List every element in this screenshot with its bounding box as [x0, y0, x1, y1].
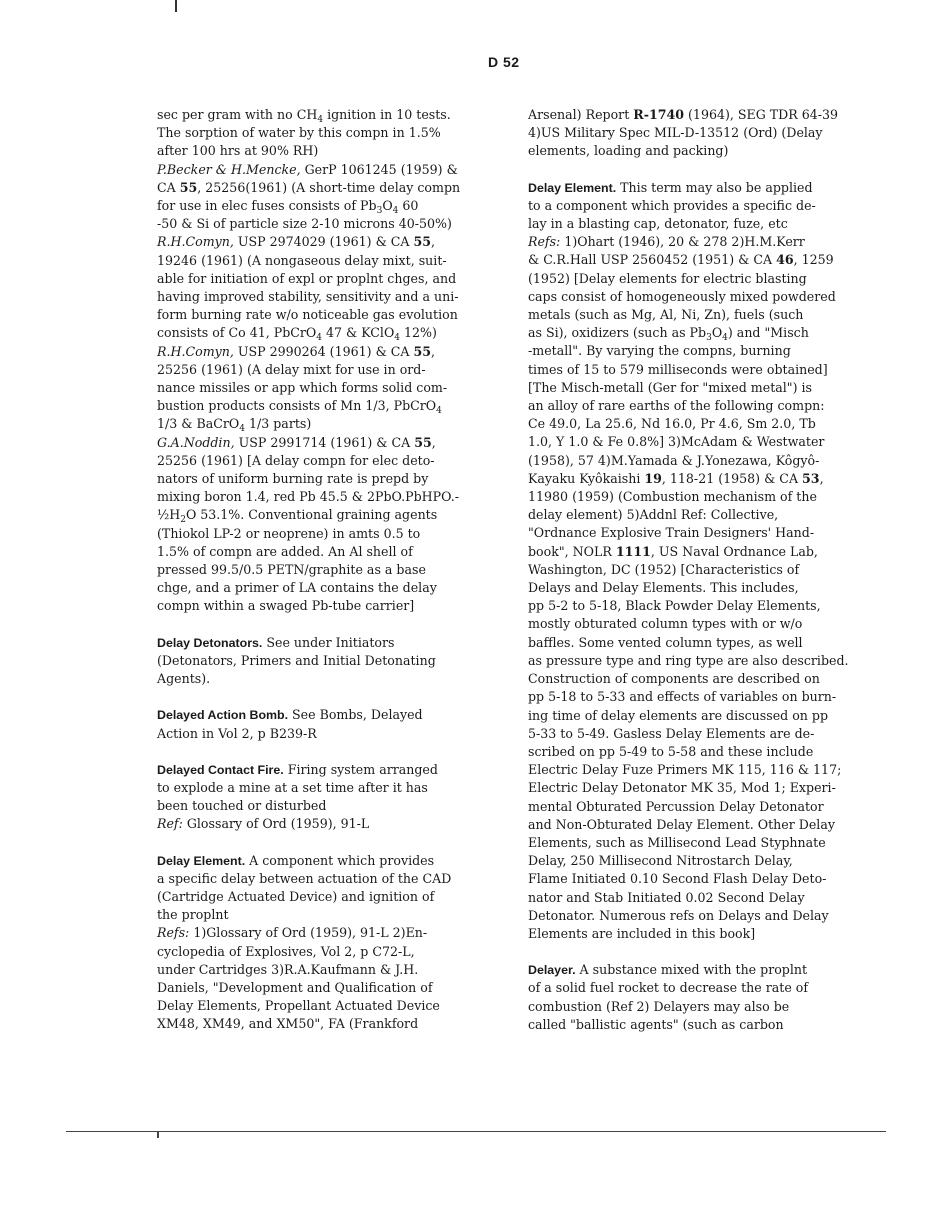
text-line: chge, and a primer of LA contains the delay: [157, 580, 437, 596]
text-line: the proplnt: [157, 907, 229, 923]
text-line: (Cartridge Actuated Device) and ignition of: [157, 888, 435, 904]
text-line: [The Misch-metall (Ger for "mixed metal") is: [528, 379, 812, 395]
text-line: Kayaku Kyôkaishi 19, 118-21 (1958) & CA 53,: [528, 470, 824, 486]
entry-delayer: [528, 961, 868, 1034]
text-line: and Non-Obturated Delay Element. Other Delay: [528, 816, 835, 832]
text-line: able for initiation of expl or proplnt chges, and: [157, 270, 457, 286]
text-line: Delayer. A substance mixed with the proplnt: [528, 962, 808, 978]
text-line: pp 5-18 to 5-33 and effects of variables on burn-: [528, 689, 837, 705]
text-line: ing time of delay elements are discussed on pp: [528, 707, 829, 723]
text-line: Agents).: [157, 671, 211, 687]
entry-delayed-action-bomb: [157, 706, 487, 742]
text-line: called "ballistic agents" (such as carbon: [528, 1016, 784, 1032]
text-line: Action in Vol 2, p B239-R: [157, 725, 317, 741]
text-line: -50 & Si of particle size 2-10 microns 40-50%): [157, 216, 452, 232]
text-line: as Si), oxidizers (such as $Pb_3O_4$) and "Misch: [528, 325, 809, 344]
entry-cont-right: [528, 106, 868, 161]
text-line: caps consist of homogeneously mixed powdered: [528, 288, 836, 304]
entry-delay-element-1: [157, 852, 487, 1034]
text-line: cyclopedia of Explosives, Vol 2, p C72-L,: [157, 943, 415, 959]
text-line: mental Obturated Percussion Delay Detonator: [528, 798, 824, 814]
text-line: 25256 (1961) (A delay mixt for use in ord-: [157, 361, 426, 377]
text-line: nator and Stab Initiated 0.02 Second Delay: [528, 889, 805, 905]
text-line: pp 5-2 to 5-18, Black Powder Delay Elements,: [528, 598, 821, 614]
text-line: Ce 49.0, La 25.6, Nd 16.0, Pr 4.6, Sm 2.0, Tb: [528, 416, 816, 432]
text-line: Washington, DC (1952) [Characteristics of: [528, 561, 800, 577]
text-line: Detonator. Numerous refs on Delays and Delay: [528, 907, 829, 923]
text-line: Elements, such as Millisecond Lead Styphnate: [528, 834, 826, 850]
text-line: consists of Co 41, PbCrO$_4$ 47 & KClO$_4$ 12%): [157, 325, 437, 344]
text-line: under Cartridges 3)R.A.Kaufmann & J.H.: [157, 961, 419, 977]
text-line: Delay Detonators. See under Initiators: [157, 634, 395, 650]
text-line: Delays and Delay Elements. This includes,: [528, 580, 799, 596]
footer-rule: [66, 1131, 886, 1132]
entry-cont: [157, 106, 487, 616]
text-line: sec per gram with no $CH_4$ ignition in 10 tests.: [157, 107, 451, 125]
text-line: nance missiles or app which forms solid com-: [157, 380, 448, 396]
text-line: Refs: 1)Ohart (1946), 20 & 278 2)H.M.Kerr: [528, 234, 805, 250]
text-line: Daniels, "Development and Qualification of: [157, 979, 433, 995]
text-line: times of 15 to 579 milliseconds were obtained]: [528, 361, 828, 377]
text-line: book", NOLR 1111, US Naval Ordnance Lab,: [528, 543, 818, 559]
text-line: Delayed Action Bomb. See Bombs, Delayed: [157, 707, 423, 723]
text-line: Delay, 250 Millisecond Nitrostarch Delay,: [528, 853, 793, 869]
text-line: baffles. Some vented column types, as well: [528, 634, 803, 650]
text-line: bustion products consists of Mn 1/3, PbCrO$_4$: [157, 398, 442, 417]
text-line: combustion (Ref 2) Delayers may also be: [528, 998, 790, 1014]
text-line: $\frac{1}{2}H_2O$ 53.1%. Conventional graining agents: [157, 507, 438, 526]
text-line: Refs: 1)Glossary of Ord (1959), 91-L 2)En-: [157, 925, 428, 941]
text-line: 1.0, Y 1.0 & Fe 0.8%] 3)McAdam & Westwater: [528, 434, 825, 450]
text-line: of a solid fuel rocket to decrease the rate of: [528, 980, 809, 996]
text-line: -metall". By varying the compns, burning: [528, 343, 791, 359]
text-line: compn within a swaged Pb-tube carrier]: [157, 598, 415, 614]
text-line: (1958), 57 4)M.Yamada & J.Yonezawa, Kôgyô-: [528, 452, 820, 468]
text-line: 19246 (1961) (A nongaseous delay mixt, suit-: [157, 252, 447, 268]
text-line: & C.R.Hall USP 2560452 (1951) & CA 46, 1259: [528, 252, 834, 268]
text-line: elements, loading and packing): [528, 143, 729, 159]
text-line: 4)US Military Spec MIL-D-13512 (Ord) (Delay: [528, 125, 823, 141]
text-line: G.A.Noddin, USP 2991714 (1961) & CA 55,: [157, 434, 436, 450]
text-line: form burning rate w/o noticeable gas evolution: [157, 307, 458, 323]
text-line: Elements are included in this book]: [528, 925, 756, 941]
text-line: for use in elec fuses consists of $Pb_3O_4$ 60: [157, 198, 419, 217]
text-line: mixing boron 1.4, red Pb 45.5 & 2PbO.PbHPO.-: [157, 489, 459, 505]
text-line: "Ordnance Explosive Train Designers' Hand-: [528, 525, 815, 541]
text-line: nators of uniform burning rate is prepd by: [157, 471, 429, 487]
page-number: D 52: [488, 54, 520, 70]
text-line: Electric Delay Fuze Primers MK 115, 116 & 117;: [528, 762, 842, 778]
text-line: to a component which provides a specific de-: [528, 197, 816, 213]
text-line: Delay Element. This term may also be applied: [528, 179, 813, 195]
footer-rule-tick: [157, 1131, 159, 1138]
text-line: 1/3 & BaCrO$_4$ 1/3 parts): [157, 416, 312, 435]
text-line: Ref: Glossary of Ord (1959), 91-L: [157, 816, 370, 832]
text-line: Flame Initiated 0.10 Second Flash Delay Deto-: [528, 871, 827, 887]
left-column: [157, 106, 487, 1052]
scan-mark: [175, 0, 177, 12]
text-line: metals (such as Mg, Al, Ni, Zn), fuels (such: [528, 307, 804, 323]
text-line: XM48, XM49, and XM50", FA (Frankford: [157, 1016, 419, 1032]
text-line: Arsenal) Report R-1740 (1964), SEG TDR 64-39: [528, 107, 839, 122]
text-line: having improved stability, sensitivity and a uni-: [157, 289, 459, 305]
text-line: 11980 (1959) (Combustion mechanism of the: [528, 489, 817, 505]
text-line: delay element) 5)Addnl Ref: Collective,: [528, 507, 779, 523]
text-line: 25256 (1961) [A delay compn for elec deto-: [157, 452, 435, 468]
text-line: P.Becker & H.Mencke, GerP 1061245 (1959) &: [157, 161, 458, 177]
text-line: been touched or disturbed: [157, 798, 327, 814]
text-line: (1952) [Delay elements for electric blasting: [528, 270, 807, 286]
text-line: after 100 hrs at 90% RH): [157, 143, 319, 159]
text-line: (Thiokol LP-2 or neoprene) in amts 0.5 to: [157, 525, 421, 541]
text-line: lay in a blasting cap, detonator, fuze, etc: [528, 216, 788, 232]
text-line: mostly obturated column types with or w/o: [528, 616, 803, 632]
text-line: Delay Element. A component which provides: [157, 852, 435, 868]
text-line: a specific delay between actuation of the CAD: [157, 870, 452, 886]
text-line: CA 55, 25256(1961) (A short-time delay compn: [157, 179, 461, 195]
text-line: 1.5% of compn are added. An Al shell of: [157, 543, 413, 559]
text-line: 5-33 to 5-49. Gasless Delay Elements are de-: [528, 725, 815, 741]
text-line: Electric Delay Detonator MK 35, Mod 1; Experi-: [528, 780, 836, 796]
text-line: Delayed Contact Fire. Firing system arranged: [157, 761, 438, 777]
text-line: scribed on pp 5-49 to 5-58 and these include: [528, 743, 814, 759]
entry-delay-detonators: [157, 634, 487, 689]
text-line: Delay Elements, Propellant Actuated Device: [157, 998, 440, 1014]
entry-delay-element-2: [528, 179, 868, 944]
text-line: an alloy of rare earths of the following compn:: [528, 398, 825, 414]
text-line: (Detonators, Primers and Initial Detonating: [157, 652, 436, 668]
text-line: The sorption of water by this compn in 1.5%: [157, 125, 441, 141]
right-column: [528, 106, 868, 1052]
text-line: Construction of components are described on: [528, 671, 820, 687]
entry-delayed-contact-fire: [157, 761, 487, 834]
text-line: to explode a mine at a set time after it has: [157, 779, 428, 795]
text-line: R.H.Comyn, USP 2974029 (1961) & CA 55,: [157, 234, 436, 250]
text-line: R.H.Comyn, USP 2990264 (1961) & CA 55,: [157, 343, 436, 359]
text-line: pressed 99.5/0.5 PETN/graphite as a base: [157, 562, 426, 578]
text-line: as pressure type and ring type are also described.: [528, 652, 849, 668]
